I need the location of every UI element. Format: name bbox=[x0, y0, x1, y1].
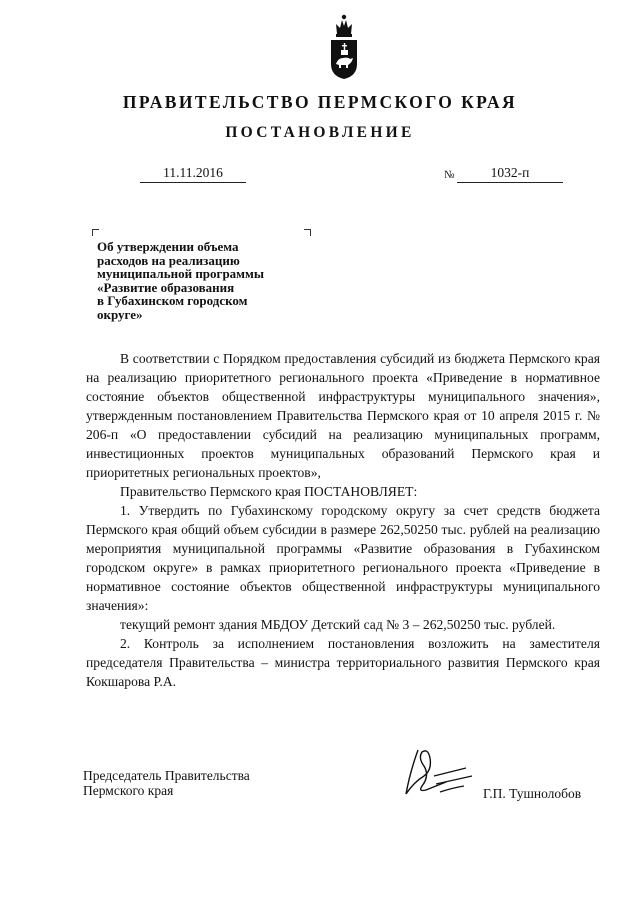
document-subject bbox=[97, 240, 307, 322]
body-paragraph-preamble: В соответствии с Порядком предоставления субсидий из бюджета Пермского края на реализацию приоритетного регионального проекта «Приведение в нормативное состояние объектов общественной инфраструктуры муниципального значения», утвержденным постановлением Правительства Пермского края от 10 апреля 2015 г. № 206-п «О предоставлении субсидий на реализацию муниципальных программ, инвестиционных проектов муниципальных образований Пермского края и приоритетных региональных проектов», bbox=[86, 351, 600, 480]
subject-line: округе» bbox=[97, 306, 143, 322]
subject-line: «Развитие образования bbox=[97, 279, 235, 295]
handwritten-signature bbox=[400, 742, 480, 802]
body-paragraph-resolves: Правительство Пермского края ПОСТАНОВЛЯЕТ: bbox=[120, 484, 418, 499]
perm-krai-coat-of-arms-icon bbox=[329, 12, 359, 80]
document-body bbox=[86, 349, 600, 691]
government-title: ПРАВИТЕЛЬСТВО ПЕРМСКОГО КРАЯ bbox=[122, 92, 518, 112]
subject-line: в Губахинском городском bbox=[97, 293, 248, 309]
signer-title-line: Председатель Правительства bbox=[83, 768, 250, 783]
document-date: 11.11.2016 bbox=[140, 165, 246, 183]
signer-title bbox=[83, 768, 303, 798]
document-number: 1032-п bbox=[457, 165, 563, 183]
body-paragraph-repair: текущий ремонт здания МБДОУ Детский сад № 3 – 262,50250 тыс. рублей. bbox=[120, 617, 556, 632]
number-sign: № bbox=[444, 169, 455, 181]
subject-line: расходов на реализацию bbox=[97, 252, 240, 268]
subject-bracket-right bbox=[304, 229, 311, 236]
body-paragraph-item-2: 2. Контроль за исполнением постановления возложить на заместителя председателя Правительства – министра территориального развития Пермского края Кокшарова Р.А. bbox=[86, 636, 600, 689]
signer-name: Г.П. Тушнолобов bbox=[483, 786, 582, 801]
subject-line: Об утверждении объема bbox=[97, 239, 239, 254]
signer-title-line: Пермского края bbox=[83, 783, 174, 798]
subject-bracket-left bbox=[92, 229, 99, 236]
document-type: ПОСТАНОВЛЕНИЕ bbox=[225, 124, 415, 141]
body-paragraph-item-1: 1. Утвердить по Губахинскому городскому округу за счет средств бюджета Пермского края общий объем субсидии в размере 262,50250 тыс. рублей на реализацию мероприятия муниципальной программы «Развитие образования в Губахинском городском округе» в рамках приоритетного регионального проекта «Приведение в нормативное состояние объектов общественной инфраструктуры муниципального значения»: bbox=[86, 503, 600, 613]
subject-line: муниципальной программы bbox=[97, 266, 265, 282]
